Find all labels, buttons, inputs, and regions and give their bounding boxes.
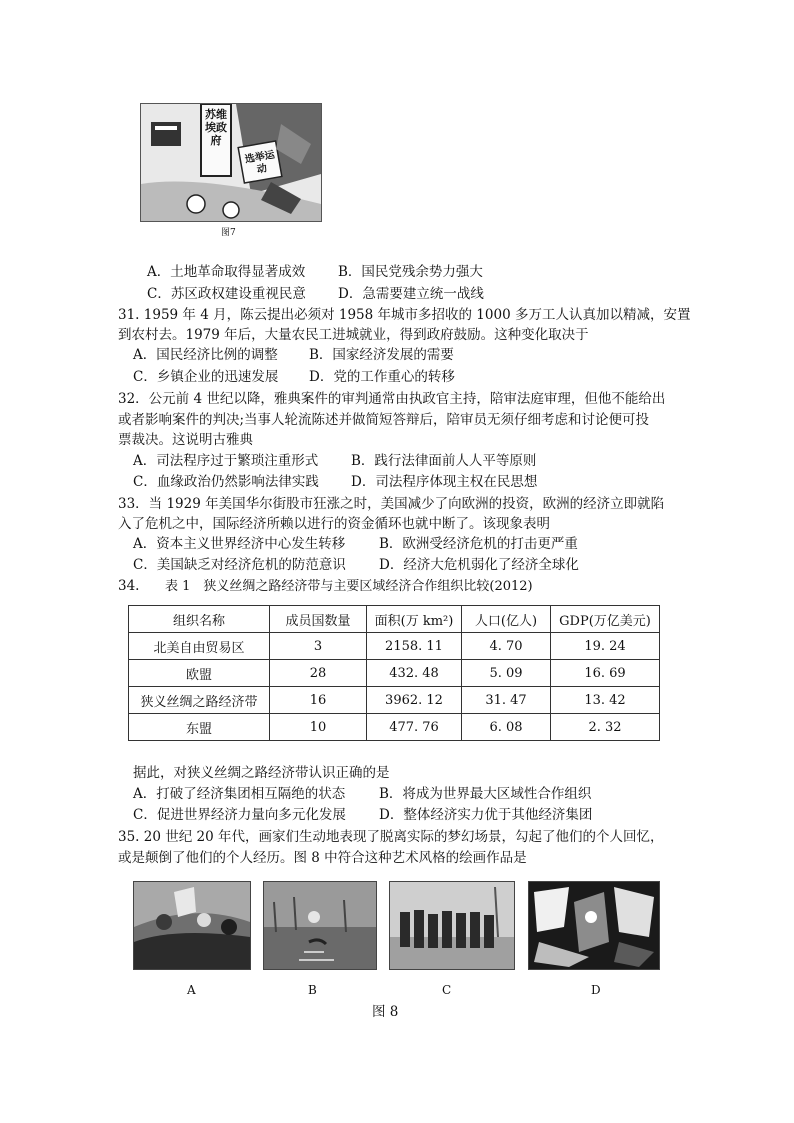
table-cell: 28 [270, 660, 367, 687]
table-cell: 狭义丝绸之路经济带 [129, 687, 270, 714]
painting-c-label: C [442, 983, 452, 997]
table-cell: 3962. 12 [367, 687, 462, 714]
q31-option-a: A．国民经济比例的调整 [133, 347, 278, 363]
table-header: 面积(万 km²) [367, 606, 462, 633]
painting-c [389, 881, 515, 970]
table-cell: 6. 08 [462, 714, 551, 741]
q34-option-c: C．促进世界经济力量向多元化发展 [133, 807, 346, 823]
q31-option-d: D．党的工作重心的转移 [309, 369, 455, 385]
q33-option-c: C．美国缺乏对经济危机的防范意识 [133, 557, 346, 573]
table-row [129, 633, 660, 660]
table-cell: 2. 32 [551, 714, 660, 741]
q30-option-b: B．国民党残余势力强大 [338, 264, 483, 280]
painting-a-label: A [187, 983, 196, 997]
painting-d-label: D [591, 983, 601, 997]
table-header: 成员国数量 [270, 606, 367, 633]
table-row [129, 687, 660, 714]
q34-option-d: D．整体经济实力优于其他经济集团 [379, 807, 593, 823]
q31-option-b: B．国家经济发展的需要 [309, 347, 454, 363]
q30-option-c: C．苏区政权建设重视民意 [147, 286, 306, 302]
table-row [129, 714, 660, 741]
table-cell: 13. 42 [551, 687, 660, 714]
table-cell: 477. 76 [367, 714, 462, 741]
q35-stem-line2: 或是颠倒了他们的个人经历。图 8 中符合这种艺术风格的绘画作品是 [118, 850, 527, 866]
figure-8-caption: 图 8 [372, 1004, 399, 1020]
soviet-government-sign: 苏维埃政府 [205, 108, 227, 147]
painting-b [263, 881, 377, 970]
q31-option-c: C．乡镇企业的迅速发展 [133, 369, 279, 385]
table-row [129, 660, 660, 687]
table-cell: 10 [270, 714, 367, 741]
q32-stem-line1: 32．公元前 4 世纪以降，雅典案件的审判通常由执政官主持，陪审法庭审理，但他不能给出 [118, 391, 666, 407]
table-cell: 19. 24 [551, 633, 660, 660]
q32-option-a: A．司法程序过于繁琐注重形式 [133, 453, 319, 469]
q32-option-b: B．践行法律面前人人平等原则 [351, 453, 537, 469]
q33-stem-line1: 33．当 1929 年美国华尔街股市狂涨之时，美国减少了向欧洲的投资，欧洲的经济立即就陷 [118, 496, 665, 512]
figure-7-cartoon [140, 103, 322, 222]
table-cell: 5. 09 [462, 660, 551, 687]
q34-option-b: B．将成为世界最大区域性合作组织 [379, 786, 592, 802]
q32-option-c: C．血缘政治仍然影响法律实践 [133, 474, 319, 490]
q33-stem-line2: 入了危机之中，国际经济所赖以进行的资金循环也就中断了。该现象表明 [118, 516, 550, 532]
table-cell: 欧盟 [129, 660, 270, 687]
q30-option-a: A．土地革命取得显著成效 [147, 264, 306, 280]
cartoon-illustration [141, 104, 321, 221]
figure-7-caption: 图7 [221, 228, 236, 238]
q31-stem-line2: 到农村去。1979 年后，大量农民工进城就业，得到政府鼓励。这种变化取决于 [118, 327, 589, 343]
table-cell: 东盟 [129, 714, 270, 741]
q33-option-b: B．欧洲受经济危机的打击更严重 [379, 536, 578, 552]
q34-option-a: A．打破了经济集团相互隔绝的状态 [133, 786, 346, 802]
q34-number: 34. [118, 578, 140, 594]
q30-option-d: D．急需要建立统一战线 [338, 286, 484, 302]
q33-option-d: D．经济大危机弱化了经济全球化 [379, 557, 579, 573]
comparison-table [128, 605, 660, 741]
table-cell: 31. 47 [462, 687, 551, 714]
q35-stem-line1: 35. 20 世纪 20 年代，画家们生动地表现了脱离实际的梦幻场景，勾起了他们的个人回忆， [118, 829, 664, 845]
table-cell: 3 [270, 633, 367, 660]
q32-option-d: D．司法程序体现主权在民思想 [351, 474, 538, 490]
q32-stem-line2: 或者影响案件的判决;当事人轮流陈述并做简短答辩后，陪审员无须仔细考虑和讨论便可投 [118, 412, 650, 428]
painting-b-label: B [308, 983, 317, 997]
table-cell: 4. 70 [462, 633, 551, 660]
table-cell: 432. 48 [367, 660, 462, 687]
q34-table-title: 表 1 狭义丝绸之路经济带与主要区域经济合作组织比较(2012) [165, 579, 533, 594]
table-cell: 16 [270, 687, 367, 714]
table-header-row [129, 606, 660, 633]
painting-a [133, 881, 251, 970]
q33-option-a: A．资本主义世界经济中心发生转移 [133, 536, 346, 552]
table-header: 人口(亿人) [462, 606, 551, 633]
painting-d [528, 881, 660, 970]
table-cell: 北美自由贸易区 [129, 633, 270, 660]
election-campaign-sign: 选举运动 [244, 149, 276, 176]
table-cell: 2158. 11 [367, 633, 462, 660]
table-header: 组织名称 [129, 606, 270, 633]
table-header: GDP(万亿美元) [551, 606, 660, 633]
q32-stem-line3: 票裁决。这说明古雅典 [118, 432, 253, 448]
q31-stem-line1: 31. 1959 年 4 月，陈云提出必须对 1958 年城市多招收的 1000 多万工人认真加以精减，安置 [118, 307, 691, 323]
table-cell: 16. 69 [551, 660, 660, 687]
q34-stem: 据此，对狭义丝绸之路经济带认识正确的是 [133, 765, 390, 781]
